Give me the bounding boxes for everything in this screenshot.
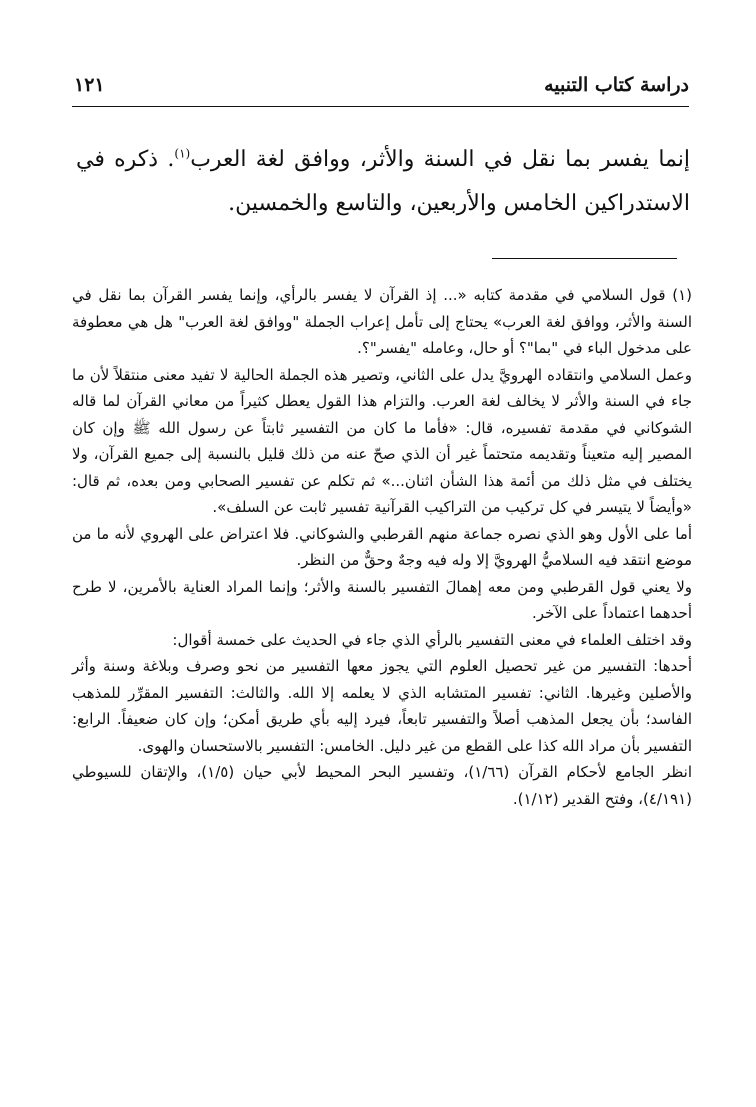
footnote-paragraph-5: وقد اختلف العلماء في معنى التفسير بالرأي الذي جاء في الحديث على خمسة أقوال:	[172, 630, 692, 649]
footnote-paragraph-3: أما على الأول وهو الذي نصره جماعة منهم القرطبي والشوكاني. فلا اعتراض على الهروي لأنه ما من موضع انتقد فيه السلاميُّ الهرويَّ إلا وله فيه وجهٌ وحقٌّ من النظر.	[72, 524, 692, 569]
main-text-part-1: إنما يفسر بما نقل في السنة والأثر، ووافق لغة العرب	[190, 147, 690, 172]
main-paragraph	[76, 138, 690, 226]
footnote-paragraph-6: أحدها: التفسير من غير تحصيل العلوم التي يجوز معها التفسير من نحو وصرف وبلاغة وسنة وأثر والأصلين وغيرها. الثاني: تفسير المتشابه الذي لا يعلمه إلا الله. والثالث: التفسير المقرِّر للمذهب الفاسد؛ بأن يجعل المذهب أصلاً والتفسير تابعاً، فيرد إليه بأي طريق أمكن؛ وإن كان ضعيفاً. الرابع: التفسير بأن مراد الله كذا على القطع من غير دليل. الخامس: التفسير بالاستحسان والهوى.	[72, 657, 692, 755]
footnote-paragraph-7: انظر الجامع لأحكام القرآن (١/٦٦)، وتفسير البحر المحيط لأبي حيان (١/٥)، والإتقان للسيوطي (٤/١٩١)، وفتح القدير (١/١٢).	[72, 763, 692, 808]
footnote-paragraph-1: (١) قول السلامي في مقدمة كتابه «... إذ القرآن لا يفسر بالرأي، وإنما يفسر القرآن بما نقل في السنة والأثر، ووافق لغة العرب» يحتاج إلى تأمل إعراب الجملة "ووافق لغة العرب" هل هي معطوفة على مدخول الباء في "بما"؟ أو حال، وعامله "يفسر"؟.	[72, 286, 692, 357]
footnote-paragraph-4: ولا يعني قول القرطبي ومن معه إهمالَ التفسير بالسنة والأثر؛ وإنما المراد العناية بالأمرين، لا طرح أحدهما اعتماداً على الآخر.	[72, 577, 692, 622]
main-text-part-2: . ذكره في الاستدراكين الخامس والأربعين، والتاسع والخمسين.	[76, 147, 690, 216]
footnote-reference[interactable]: (١)	[174, 146, 191, 161]
footnote-paragraph-2: وعمل السلامي وانتقاده الهرويَّ يدل على الثاني، وتصير هذه الجملة الحالية لا تفيد معنى منتقلاً لأن ما جاء في السنة والأثر لا يخالف لغة العرب. والتزام هذا القول يعطل كثيراً من معاني القرآن لما قاله الشوكاني في مقدمة تفسيره، قال: «فأما ما كان من التفسير ثابتاً عن رسول الله ﷺ وإن كان المصير إليه متعيناً وتقديمه متحتماً غير أن الذي صحّ عنه من ذلك قليل بالنسبة إلى جميع القرآن، ولا يختلف في مثل ذلك من أئمة هذا الشأن اثنان...» ثم تكلم عن تفسير الصحابي ومن بعده، ثم قال: «وأيضاً لا يتيسر في كل تركيب من التراكيب القرآنية تفسير ثابت عن السلف».	[72, 365, 692, 516]
running-title: دراسة كتاب التنبيه	[544, 74, 689, 96]
footnotes-section	[72, 282, 692, 812]
page-header	[72, 70, 689, 107]
footnote-separator	[492, 258, 677, 259]
page-number: ١٢١	[74, 74, 105, 96]
